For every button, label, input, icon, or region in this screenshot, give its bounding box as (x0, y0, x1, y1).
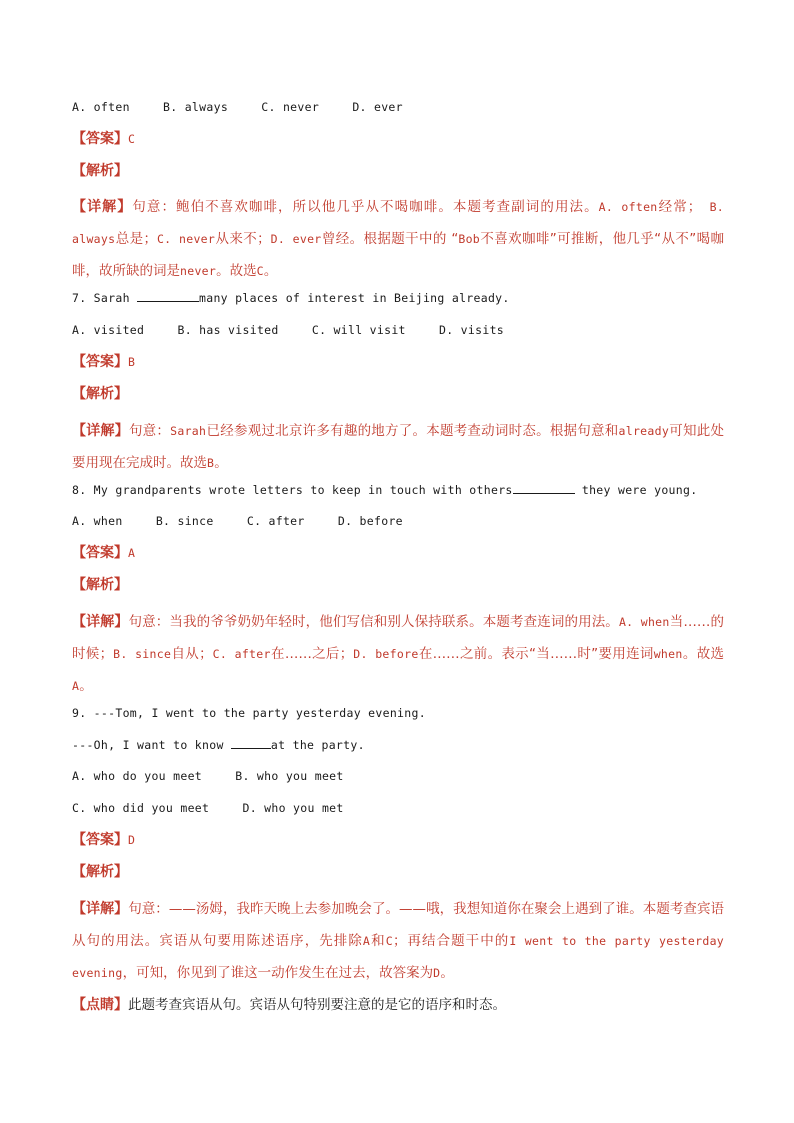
detail-chinese-fragment: 总是； (115, 231, 157, 248)
detail-chinese-fragment: 在……之前。表示“当……时”要用连词 (418, 645, 654, 662)
analysis-tag: 【解析】 (72, 863, 128, 880)
q7-analysis (72, 383, 724, 405)
q9-option-c: C. who did you meet (72, 801, 210, 816)
analysis-tag: 【解析】 (72, 385, 128, 402)
detail-english-fragment: C. after (212, 646, 271, 661)
detail-english-fragment: A (362, 933, 371, 948)
detail-tag: 【详解】 (72, 900, 129, 917)
answer-value: D (128, 832, 136, 847)
q7-option-b: B. has visited (177, 323, 279, 338)
detail-english-fragment: when (653, 646, 683, 661)
detail-chinese-fragment: 经常； (657, 199, 702, 216)
q8-option-b: B. since (155, 514, 214, 529)
detail-text (72, 424, 724, 470)
q8-stem (72, 479, 724, 501)
q8-stem-end: they were young. (574, 482, 698, 497)
q9-options-row1 (72, 765, 724, 787)
q7-stem-end: many places of interest in Beijing already. (199, 291, 510, 306)
q9-answer (72, 829, 724, 851)
analysis-tag: 【解析】 (72, 576, 128, 593)
detail-english-fragment: C (385, 933, 393, 948)
point-text: 此题考查宾语从句。宾语从句特别要注意的是它的语序和时态。 (128, 996, 506, 1013)
detail-chinese-fragment: 。故选 (682, 645, 725, 662)
q9-stem-line2 (72, 734, 724, 756)
answer-value: B (128, 354, 136, 369)
detail-english-fragment: A. when (618, 614, 670, 629)
detail-chinese-fragment: 句意：当我的爷爷奶奶年轻时，他们写信和别人保持联系。本题考查连词的用法。 (128, 613, 619, 630)
q6-answer (72, 128, 724, 150)
q7-option-a: A. visited (72, 323, 145, 338)
detail-text (72, 615, 724, 693)
q9-point (72, 989, 724, 1021)
detail-english-fragment: C (256, 264, 264, 279)
q6-detail (72, 191, 724, 287)
detail-chinese-fragment: 和 (370, 932, 386, 949)
q9-stem-end: at the party. (270, 737, 365, 752)
detail-tag: 【详解】 (72, 422, 129, 439)
detail-chinese-fragment: ，可知，你见到了谁这一动作发生在过去，故答案为 (122, 964, 434, 981)
q9-stem-start: ---Oh, I want to know (72, 737, 231, 752)
q7-option-c: C. will visit (311, 323, 406, 338)
detail-chinese-fragment: 自从； (171, 645, 213, 662)
detail-english-fragment: Bob (458, 232, 481, 247)
q8-detail (72, 606, 724, 702)
detail-english-fragment: B (207, 455, 215, 470)
detail-english-fragment: I went to the party yesterday evening (72, 933, 725, 980)
detail-tag: 【详解】 (72, 199, 133, 216)
detail-chinese-fragment: 可知此处要用现在完成时。故选 (72, 422, 725, 471)
answer-tag: 【答案】 (72, 353, 128, 370)
detail-english-fragment: A. often (598, 200, 658, 215)
q9-analysis (72, 861, 724, 883)
q8-answer (72, 542, 724, 564)
q8-analysis (72, 574, 724, 596)
detail-english-fragment: D. ever (270, 232, 322, 247)
answer-tag: 【答案】 (72, 130, 128, 147)
q8-stem-start: 8. My grandparents wrote letters to keep in touch with others (72, 482, 513, 497)
q6-analysis (72, 160, 724, 182)
detail-english-fragment: A (72, 678, 80, 693)
q9-detail (72, 893, 724, 989)
detail-chinese-fragment: 曾经。根据题干中的 “ (321, 231, 459, 248)
q6-option-b: B. always (163, 100, 229, 114)
detail-chinese-fragment: 。故选 (216, 263, 257, 280)
q6-option-a: A. often (72, 100, 130, 114)
detail-chinese-fragment: 。 (263, 263, 278, 280)
q6-options (72, 96, 724, 118)
answer-value: C (128, 131, 136, 146)
detail-english-fragment: never (180, 264, 217, 279)
detail-text (72, 902, 724, 980)
detail-chinese-fragment: 句意：——汤姆，我昨天晚上去参加晚会了。——哦，我想知道你在聚会上遇到了谁。本题考查宾语从句的用法。宾语从句要用陈述语序，先排除 (72, 900, 725, 949)
detail-english-fragment: D. before (353, 646, 419, 661)
q8-option-d: D. before (337, 514, 403, 529)
point-tag: 【点睛】 (72, 996, 128, 1013)
analysis-tag: 【解析】 (72, 162, 128, 179)
detail-chinese-fragment: 已经参观过北京许多有趣的地方了。本题考查动词时态。根据句意和 (206, 422, 619, 439)
detail-english-fragment: C. never (156, 232, 216, 247)
detail-english-fragment: B. always (72, 200, 725, 247)
detail-chinese-fragment: 。 (214, 454, 228, 471)
answer-tag: 【答案】 (72, 545, 128, 562)
detail-chinese-fragment: 。 (440, 964, 454, 981)
answer-blank (137, 289, 199, 302)
q9-option-a: A. who do you meet (72, 769, 203, 784)
q6-option-c: C. never (261, 100, 320, 114)
answer-blank (513, 481, 575, 494)
detail-english-fragment: D (433, 965, 441, 980)
q7-stem (72, 287, 724, 309)
detail-chinese-fragment: 从来不； (215, 231, 271, 248)
q8-options (72, 510, 724, 532)
answer-blank (231, 736, 271, 749)
detail-text (72, 200, 724, 278)
detail-tag: 【详解】 (72, 613, 129, 630)
detail-chinese-fragment: 当……的时候； (72, 613, 725, 662)
detail-chinese-fragment: 。 (79, 677, 93, 694)
q7-options (72, 319, 724, 341)
q9-options-row2 (72, 797, 724, 819)
answer-tag: 【答案】 (72, 831, 128, 848)
detail-chinese-fragment: 句意：鲍伯不喜欢咖啡，所以他几乎从不喝咖啡。本题考查副词的用法。 (132, 199, 599, 216)
q9-option-b: B. who you meet (235, 769, 344, 784)
q7-stem-start: 7. Sarah (72, 291, 138, 306)
detail-english-fragment: B. since (113, 646, 172, 661)
document-page (72, 96, 724, 1021)
q7-detail (72, 415, 724, 479)
q7-answer (72, 351, 724, 373)
detail-chinese-fragment: 句意： (128, 422, 171, 439)
q6-option-d: D. ever (352, 100, 403, 114)
answer-value: A (128, 546, 136, 561)
q9-stem-line1: 9. ---Tom, I went to the party yesterday evening. (72, 705, 426, 720)
q9-option-d: D. who you met (242, 801, 344, 816)
q7-option-d: D. visits (439, 323, 505, 338)
q8-option-a: A. when (72, 514, 123, 529)
detail-chinese-fragment: 不喜欢咖啡”可推断，他几乎“从不”喝咖啡，故所缺的词是 (72, 231, 724, 280)
detail-chinese-fragment: ；再结合题干中的 (392, 932, 510, 949)
detail-english-fragment: already (618, 423, 670, 438)
detail-english-fragment: Sarah (170, 423, 207, 438)
detail-chinese-fragment: 在……之后； (270, 645, 354, 662)
q8-option-c: C. after (246, 514, 305, 529)
